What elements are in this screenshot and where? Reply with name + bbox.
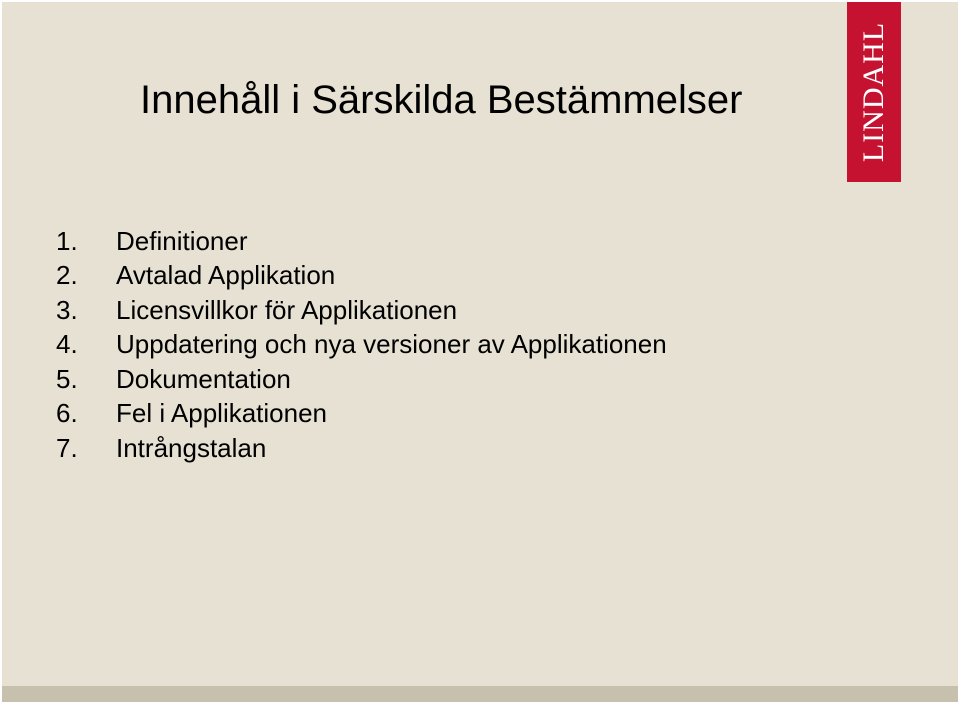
list-item [56, 397, 667, 432]
contents-list [56, 224, 667, 466]
logo-text: LINDAHL [857, 21, 890, 163]
slide [2, 2, 958, 702]
list-item-label: Fel i Applikationen [116, 398, 328, 429]
list-item [56, 259, 667, 294]
bottom-bar [2, 686, 958, 702]
list-item-label: Uppdatering och nya versioner av Applikationen [116, 329, 667, 360]
list-item-label: Intrångstalan [116, 432, 267, 463]
lindahl-logo [847, 2, 901, 182]
list-item [56, 431, 667, 466]
list-item-label: Dokumentation [116, 363, 291, 394]
list-item-number: 6. [56, 398, 78, 429]
list-item-number: 7. [56, 432, 78, 463]
list-item [56, 293, 667, 328]
list-item [56, 328, 667, 363]
list-item-number: 3. [56, 294, 78, 325]
list-item-number: 1. [56, 225, 78, 256]
list-item-label: Definitioner [116, 225, 248, 256]
slide-title: Innehåll i Särskilda Bestämmelser [140, 78, 743, 122]
list-item-number: 4. [56, 329, 78, 360]
list-item [56, 224, 667, 259]
list-item-label: Licensvillkor för Applikationen [116, 294, 458, 325]
list-item [56, 362, 667, 397]
list-item-number: 2. [56, 260, 78, 291]
list-item-label: Avtalad Applikation [116, 260, 336, 291]
list-item-number: 5. [56, 363, 78, 394]
